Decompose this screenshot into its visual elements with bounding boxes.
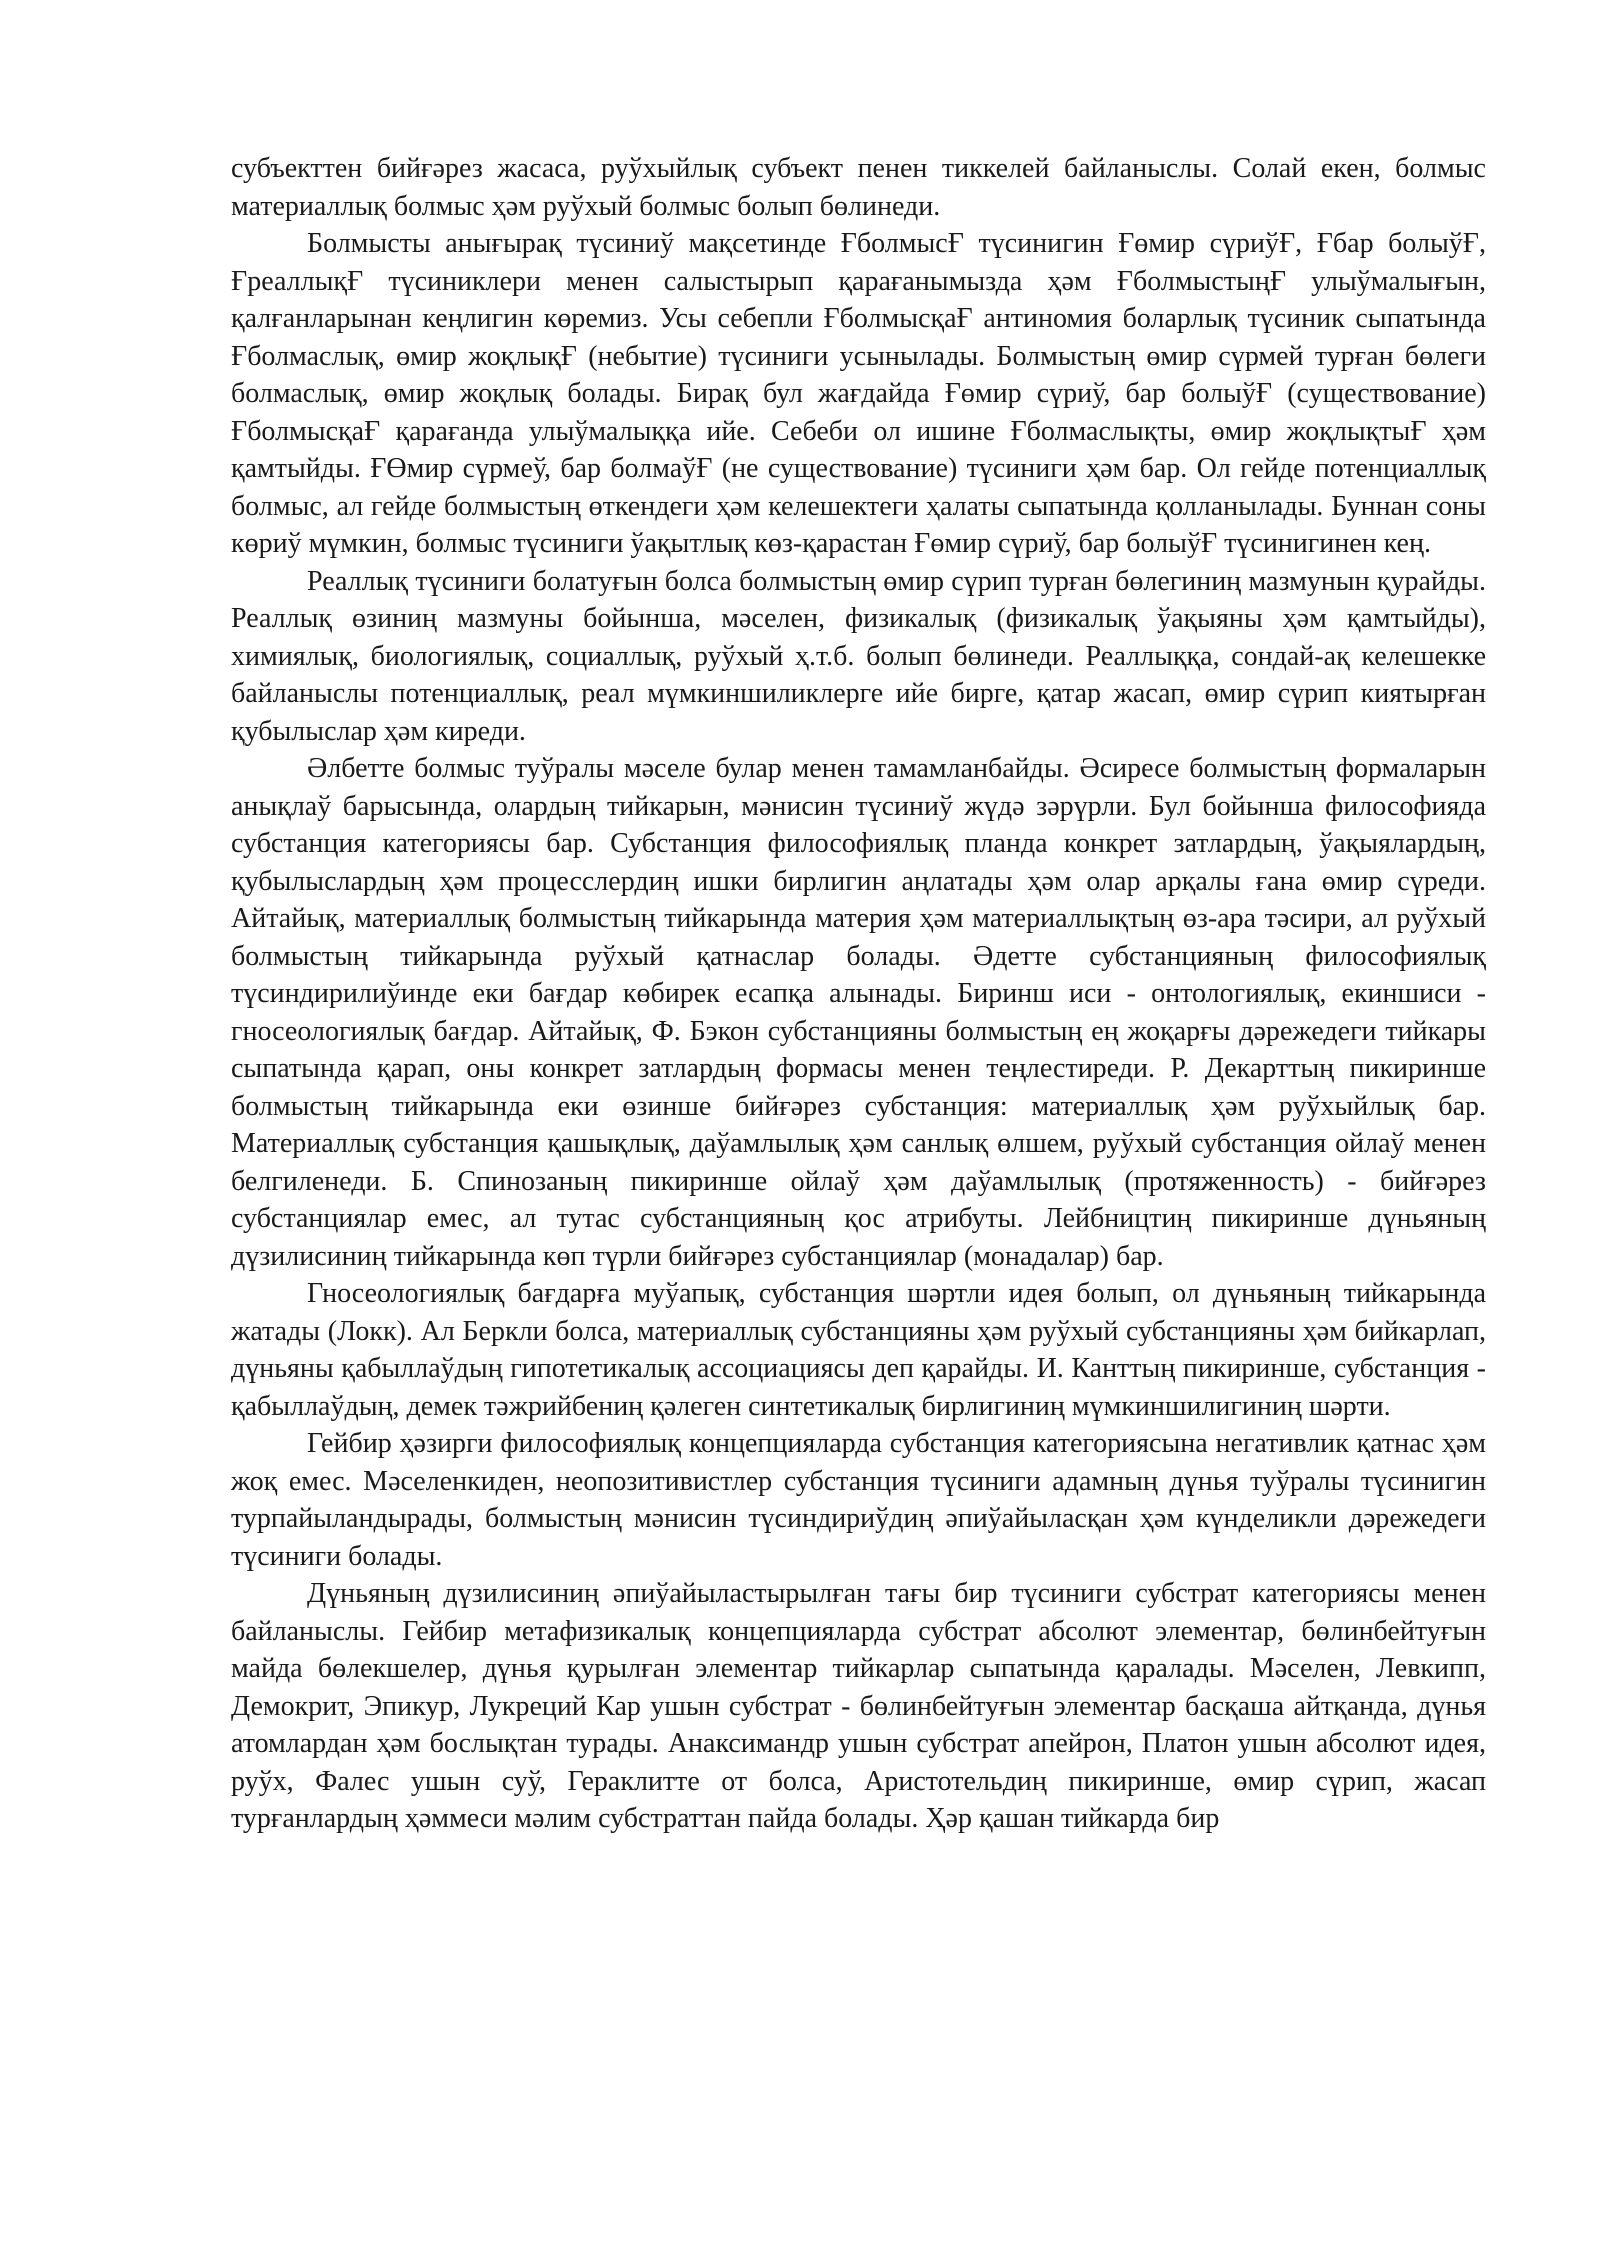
- paragraph: Болмысты анығырақ түсиниў мақсетинде ҒболмысҒ түсинигин Ғөмир сүриўҒ, Ғбар болыўҒ, ҒреаллықҒ түсиниклери менен салыстырып қарағанымызда ҳәм ҒболмыстыңҒ улыўмалығын, қалғанларынан кеңлигин көремиз. Усы себепли ҒболмысқаҒ антиномия боларлық түсиник сыпатында Ғболмаслық, өмир жоқлықҒ (небытие) түсиниги усынылады. Болмыстың өмир сүрмей турған бөлеги болмаслық, өмир жоқлық болады. Бирақ бул жағдайда Ғөмир сүриў, бар болыўҒ (существование) ҒболмысқаҒ қарағанда улыўмалыққа ийе. Себеби ол ишине Ғболмаслықты, өмир жоқлықтыҒ ҳәм қамтыйды. ҒӨмир сүрмеў, бар болмаўҒ (не существование) түсиниги ҳәм бар. Ол гейде потенциаллық болмыс, ал гейде болмыстың өткендеги ҳәм келешектеги ҳалаты сыпатында қолланылады. Буннан соны көриў мүмкин, болмыс түсиниги ўақытлық көз-қарастан Ғөмир сүриў, бар болыўҒ түсинигинен кең.: [231, 228, 1486, 559]
- paragraph: Гейбир ҳәзирги философиялық концепцияларда субстанция категориясына негативлик қатнас ҳәм жоқ емес. Мәселенкиден, неопозитивистлер субстанция түсиниги адамның дүнья туўралы түсинигин турпайыландырады, болмыстың мәнисин түсиндириўдиң әпиўайыласқан ҳәм күнделикли дәрежедеги түсиниги болады.: [231, 1428, 1486, 1572]
- paragraph: Гносеологиялық бағдарға муўапық, субстанция шәртли идея болып, ол дүньяның тийкарында жатады (Локк). Ал Беркли болса, материаллық субстанцияны ҳәм руўхый субстанцияны ҳәм бийкарлап, дүньяны қабыллаўдың гипотетикалық ассоциациясы деп қарайды. И. Канттың пикиринше, субстанция - қабыллаўдың, демек тәжрийбениң қәлеген синтетикалық бирлигиниң мүмкиншилигиниң шәрти.: [231, 1278, 1486, 1422]
- paragraph: субъекттен бийғәрез жасаса, руўхыйлық субъект пенен тиккелей байланыслы. Солай екен, болмыс материаллық болмыс ҳәм руўхый болмыс болып бөлинеди.: [231, 153, 1486, 222]
- paragraph: Реаллық түсиниги болатуғын болса болмыстың өмир сүрип турған бөлегиниң мазмунын қурайды. Реаллық өзиниң мазмуны бойынша, мәселен, физикалық (физикалық ўақыяны ҳәм қамтыйды), химиялық, биологиялық, социаллық, руўхый ҳ.т.б. болып бөлинеди. Реаллыққа, сондай-ақ келешекке байланыслы потенциаллық, реал мүмкиншиликлерге ийе бирге, қатар жасап, өмир сүрип киятырған қубылыслар ҳәм киреди.: [231, 565, 1486, 747]
- document-body: [231, 150, 1486, 1838]
- paragraph: Әлбетте болмыс туўралы мәселе булар менен тамамланбайды. Әсиресе болмыстың формаларын анықлаў барысында, олардың тийкарын, мәнисин түсиниў жүдә зәрүрли. Бул бойынша философияда субстанция категориясы бар. Субстанция философиялық планда конкрет затлардың, ўақыялардың, қубылыслардың ҳәм процесслердиң ишки бирлигин аңлатады ҳәм олар арқалы ғана өмир сүреди. Айтайық, материаллық болмыстың тийкарында материя ҳәм материаллықтың өз-ара тәсири, ал руўхый болмыстың тийкарында руўхый қатнаслар болады. Әдетте субстанцияның философиялық түсиндирилиўинде еки бағдар көбирек есапқа алынады. Биринш иси - онтологиялық, екиншиси - гносеологиялық бағдар. Айтайық, Ф. Бэкон субстанцияны болмыстың ең жоқарғы дәрежедеги тийкары сыпатында қарап, оны конкрет затлардың формасы менен теңлестиреди. Р. Декарттың пикиринше болмыстың тийкарында еки өзинше бийғәрез субстанция: материаллық ҳәм руўхыйлық бар. Материаллық субстанция қашықлық, даўамлылық ҳәм санлық өлшем, руўхый субстанция ойлаў менен белгиленеди. Б. Спинозаның пикиринше ойлаў ҳәм даўамлылық (протяженность) - бийғәрез субстанциялар емес, ал тутас субстанцияның қос атрибуты. Лейбництиң пикиринше дүньяның дүзилисиниң тийкарында көп түрли бийғәрез субстанциялар (монадалар) бар.: [231, 753, 1486, 1272]
- paragraph: Дүньяның дүзилисиниң әпиўайыластырылған тағы бир түсиниги субстрат категориясы менен байланыслы. Гейбир метафизикалық концепцияларда субстрат абсолют элементар, бөлинбейтуғын майда бөлекшелер, дүнья қурылған элементар тийкарлар сыпатында қаралады. Мәселен, Левкипп, Демокрит, Эпикур, Лукреций Кар ушын субстрат - бөлинбейтуғын элементар басқаша айтқанда, дүнья атомлардан ҳәм бослықтан турады. Анаксимандр ушын субстрат апейрон, Платон ушын абсолют идея, руўх, Фалес ушын суў, Гераклитте от болса, Аристотельдиң пикиринше, өмир сүрип, жасап турғанлардың ҳәммеси мәлим субстраттан пайда болады. Ҳәр қашан тийкарда бир: [231, 1578, 1486, 1834]
